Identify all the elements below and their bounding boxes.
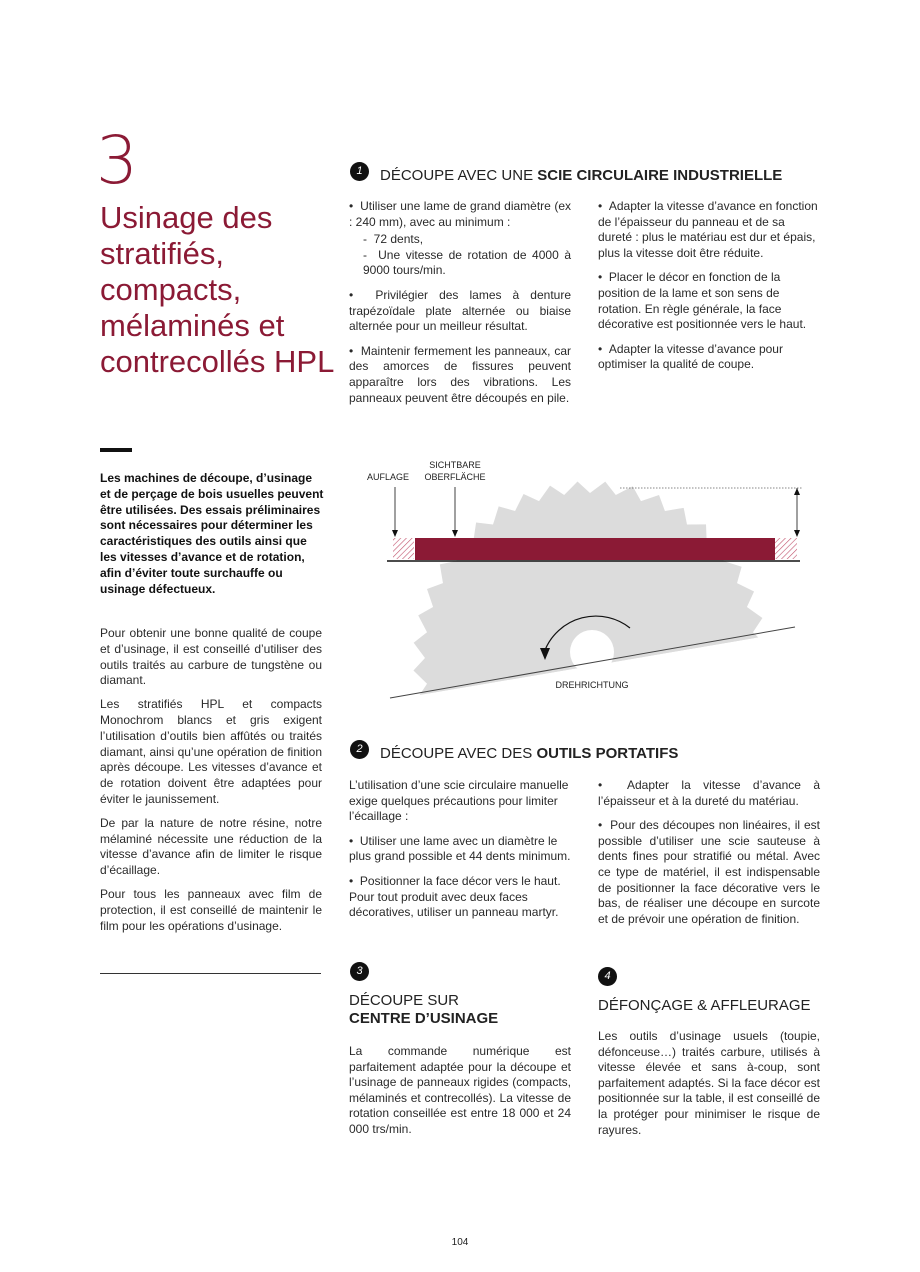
label-drehrichtung: DREHRICHTUNG	[555, 680, 629, 690]
section1-badge: 1	[350, 162, 369, 181]
support-left	[393, 538, 414, 559]
section2-badge: 2	[350, 740, 369, 759]
auflage-arrow	[392, 530, 398, 537]
panel	[415, 538, 775, 560]
section4-title: DÉFONÇAGE & AFFLEURAGE	[598, 997, 811, 1014]
left-rule	[100, 973, 321, 974]
label-sichtbare: SICHTBARE	[429, 460, 481, 470]
s1-bullet: • Adapter la vitesse d’avance pour optimiser la qualité de coupe.	[598, 342, 820, 373]
s1-dash: - 72 dents,	[363, 232, 571, 248]
chapter-number: 3	[96, 122, 138, 199]
left-body	[100, 626, 322, 942]
s2-bullet: • Adapter la vitesse d’avance à l’épaisseur et à la dureté du matériau.	[598, 778, 820, 809]
section4-text: Les outils d’usinage usuels (toupie, défonceuse…) traités carbure, utilisés à vitesse élevée et sans à-coup, sont parfaitement adaptés. Si la face décor est positionnée sur la table, il est conseillé de la protéger pour minimiser le risque de rayures.	[598, 1029, 820, 1137]
section2-col1	[349, 778, 573, 930]
surface-arrow	[452, 530, 458, 537]
left-paragraph: Les stratifiés HPL et compacts Monochrom blancs et gris exigent l’utilisation d’outils bien affûtés ou traités diamant, ainsi qu’une opération de finition après découpe. Les vitesses d’avance et de rotation doivent être adaptées pour éviter le jaunissement.	[100, 697, 322, 806]
dim-arrow-up	[794, 488, 800, 495]
intro-text: Les machines de découpe, d’usinage et de perçage de bois usuelles peuvent être utilisées. Des essais préliminaires sont nécessaires pour déterminer les caractéristiques des outils ainsi que les vitesses d’avance et de rotation, afin d’éviter toute surchauffe ou usinage défectueux.	[100, 471, 324, 596]
section2-col2	[598, 778, 820, 936]
page-number: 104	[451, 1237, 469, 1248]
support-right	[775, 538, 797, 559]
blade-hub	[570, 630, 614, 674]
section3-badge: 3	[350, 962, 369, 981]
s1-bullet: • Maintenir fermement les panneaux, car des amorces de fissures peuvent apparaître lors des vibrations. Les panneaux peuvent être découpés en pile.	[349, 344, 571, 406]
s1-bullet: • Adapter la vitesse d’avance en fonction de l’épaisseur du panneau et de sa dureté : plus le matériau est dur et épais, plus la vitesse doit être réduite.	[598, 199, 820, 261]
section1-title: DÉCOUPE AVEC UNE SCIE CIRCULAIRE INDUSTRIELLE	[380, 167, 783, 184]
s2-bullet: • Positionner la face décor vers le haut. Pour tout produit avec deux faces décoratives, utiliser un panneau martyr.	[349, 874, 573, 921]
s1-bullet: • Utiliser une lame de grand diamètre (ex : 240 mm), avec au minimum :	[349, 199, 571, 230]
saw-diagram	[340, 440, 820, 710]
s2-paragraph: L’utilisation d’une scie circulaire manuelle exige quelques précautions pour limiter l’écaillage :	[349, 778, 569, 824]
s1-bullet: • Privilégier des lames à denture trapézoïdale plate alternée ou biaise alternée pour un meilleur résultat.	[349, 288, 571, 335]
saw-blade	[413, 481, 766, 710]
section2-title: DÉCOUPE AVEC DES OUTILS PORTATIFS	[380, 745, 679, 762]
section3-title: DÉCOUPE SUR CENTRE D’USINAGE	[349, 992, 499, 1027]
s1-dash: - Une vitesse de rotation de 4000 à 9000 tours/min.	[363, 248, 571, 279]
left-paragraph: De par la nature de notre résine, notre mélaminé nécessite une réduction de la vitesse d’avance afin de limiter le risque d’écaillage.	[100, 815, 322, 878]
section4-badge: 4	[598, 967, 617, 986]
s2-bullet: • Pour des découpes non linéaires, il est possible d’utiliser une scie sauteuse à dents fines pour stratifié ou métal. Avec ce type de matériel, il est indispensable de positionner la face décorative vers le bas, de réaliser une découpe en surcote et de prévoir une opération de finition.	[598, 818, 820, 927]
dim-arrow-down	[794, 530, 800, 537]
section3-text: La commande numérique est parfaitement adaptée pour la découpe et l’usinage de panneaux rigides (compacts, mélaminés et contrecollés). La vitesse de rotation conseillée est entre 18 000 et 24 000 trs/min.	[349, 1044, 571, 1136]
s2-bullet: • Utiliser une lame avec un diamètre le plus grand possible et 44 dents minimum.	[349, 834, 573, 865]
label-oberflaeche: OBERFLÄCHE	[424, 472, 486, 482]
section1-col2	[598, 199, 820, 382]
left-paragraph: Pour obtenir une bonne qualité de coupe et d’usinage, il est conseillé d’utiliser des outils traités au carbure de tungstène ou diamant.	[100, 626, 322, 688]
blade-teeth	[413, 481, 766, 710]
divider-bar	[100, 448, 132, 452]
chapter-title: Usinage des stratifiés, compacts, mélaminés et contrecollés HPL	[100, 200, 335, 379]
section1-col1	[349, 199, 571, 415]
left-paragraph: Pour tous les panneaux avec film de protection, il est conseillé de maintenir le film pour les opérations d’usinage.	[100, 886, 322, 933]
label-auflage: AUFLAGE	[367, 472, 410, 482]
s1-bullet: • Placer le décor en fonction de la position de la lame et son sens de rotation. En règle générale, la face décorative est positionnée vers le haut.	[598, 270, 820, 332]
